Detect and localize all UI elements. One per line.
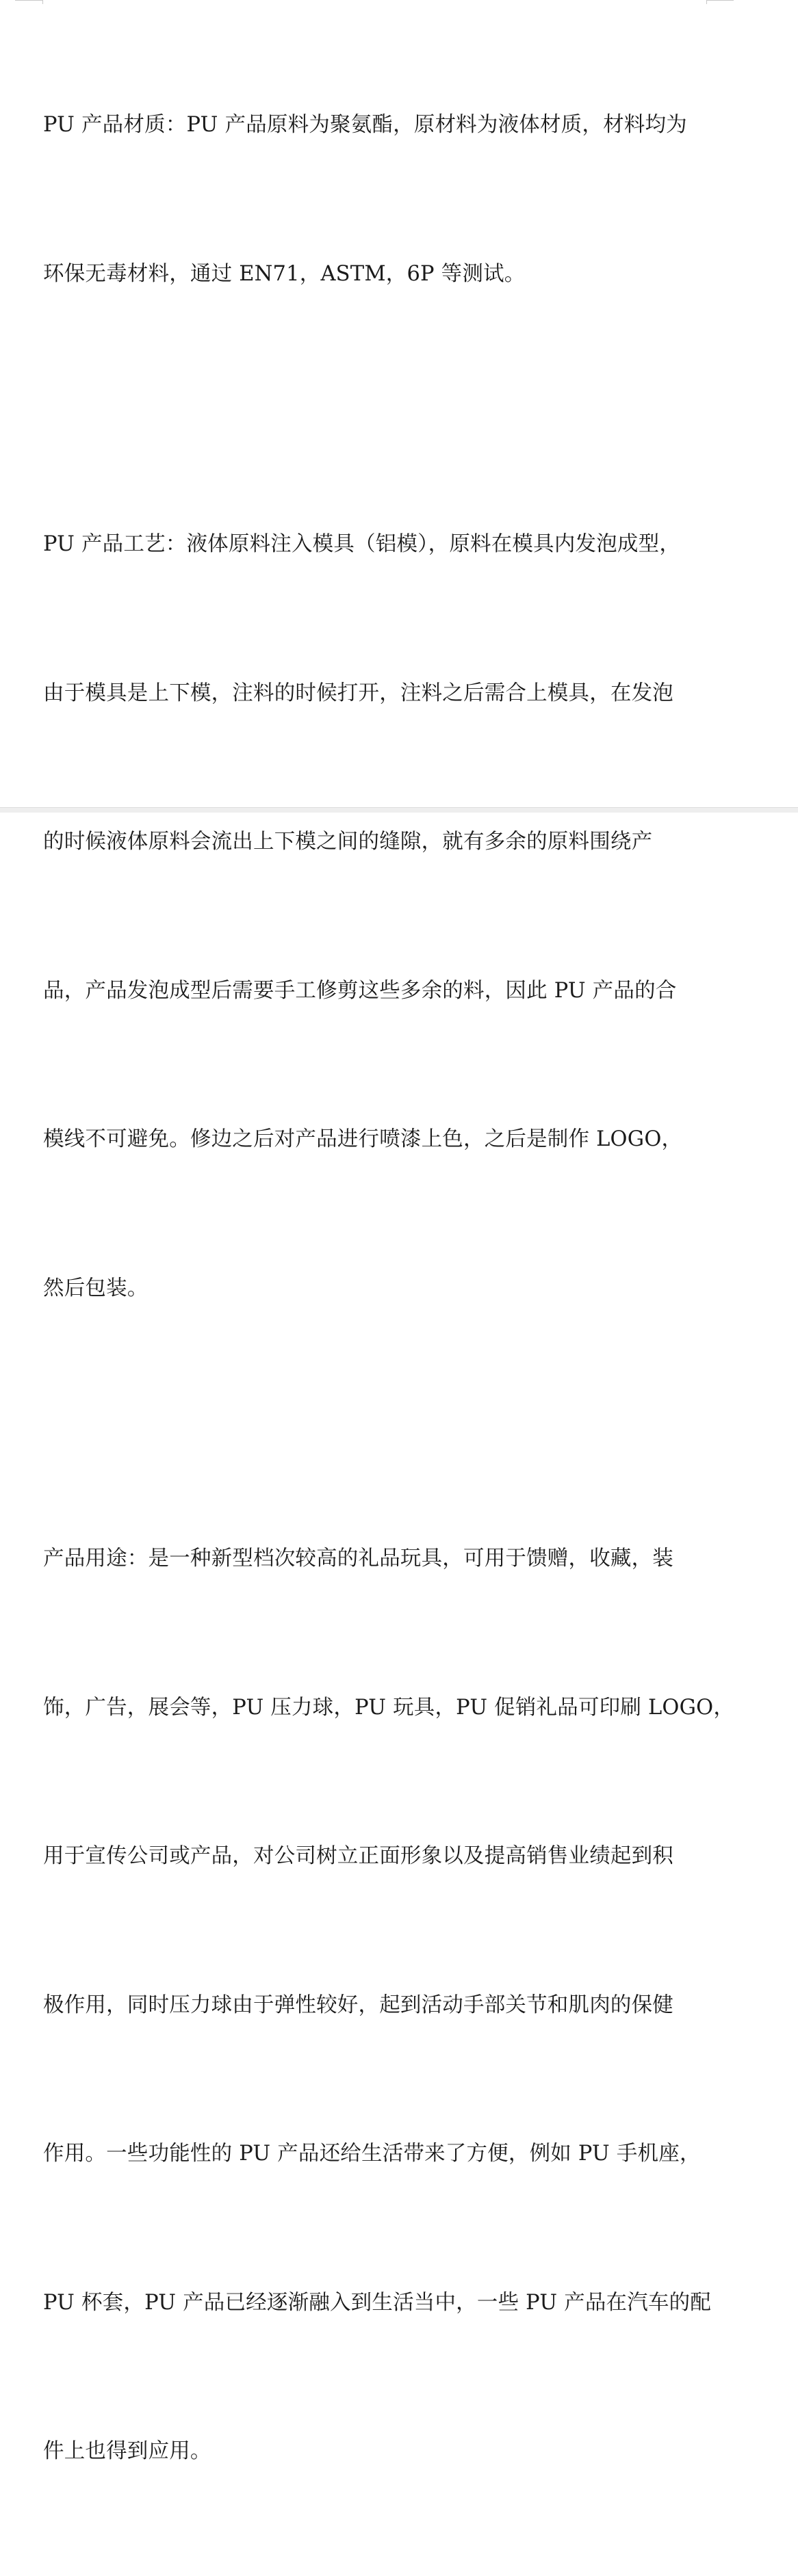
text-line: 环保无毒材料，通过 EN71，ASTM，6P 等测试。 <box>43 261 526 286</box>
text-line: PU 杯套，PU 产品已经逐渐融入到生活当中，一些 PU 产品在汽车的配 <box>43 2290 712 2315</box>
text-line: PU 产品工艺：液体原料注入模具（铝模），原料在模具内发泡成型， <box>43 532 681 556</box>
paragraph-process <box>43 421 710 1412</box>
paragraph-usage <box>43 1435 735 2576</box>
paragraph-spacing <box>43 398 710 421</box>
paragraph-material <box>43 1 710 398</box>
text-line: 饰，广告，展会等，PU 压力球，PU 玩具，PU 促销礼品可印刷 LOGO， <box>43 1695 735 1720</box>
text-line: 产品用途：是一种新型档次较高的礼品玩具，可用于馈赠，收藏，装 <box>43 1547 673 1570</box>
paragraph-spacing <box>43 1412 710 1435</box>
text-line: 模线不可避免。修边之后对产品进行喷漆上色，之后是制作 LOGO， <box>43 1127 683 1151</box>
page-corner-mark-right <box>706 0 734 1</box>
page-corner-mark-left <box>15 0 42 1</box>
text-line: 由于模具是上下模，注料的时候打开，注料之后需合上模具，在发泡 <box>43 681 673 705</box>
text-line: 作用。一些功能性的 PU 产品还给生活带来了方便，例如 PU 手机座， <box>43 2142 701 2166</box>
document-body <box>43 1 735 2576</box>
text-line: 然后包装。 <box>43 1276 149 1300</box>
text-line: 品，产品发泡成型后需要手工修剪这些多余的料，因此 PU 产品的合 <box>43 978 677 1003</box>
page-bottom-edge <box>0 807 798 813</box>
text-line: 用于宣传公司或产品，对公司树立正面形象以及提高销售业绩起到积 <box>43 1844 673 1868</box>
text-line: 的时候液体原料会流出上下模之间的缝隙，就有多余的原料围绕产 <box>43 830 653 854</box>
text-line: 极作用，同时压力球由于弹性较好，起到活动手部关节和肌肉的保健 <box>43 1993 673 2017</box>
text-line: PU 产品材质：PU 产品原料为聚氨酯，原材料为液体材质，材料均为 <box>43 113 687 137</box>
text-line: 件上也得到应用。 <box>43 2439 211 2463</box>
